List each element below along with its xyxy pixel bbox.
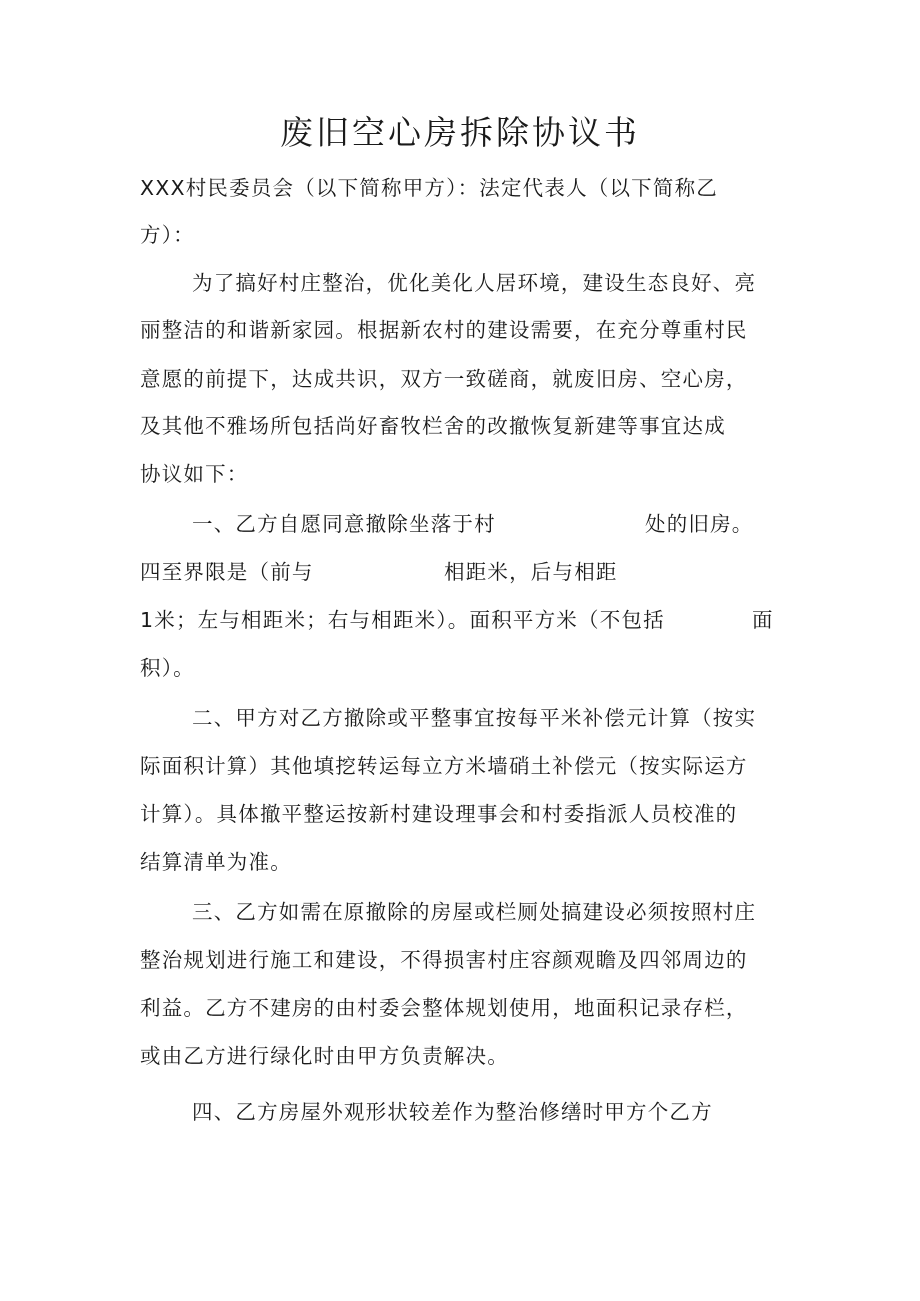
text-line-8b: 处的旧房。 — [645, 512, 754, 536]
text-line-10a: 1米；左与相距米；右与相距米）。面积平方米（不包括 — [140, 608, 665, 632]
text-line-11: 积）。 — [140, 656, 195, 680]
text-line-17: 整治规划进行施工和建设，不得损害村庄容颜观瞻及四邻周边的 — [140, 948, 748, 972]
text-line-18: 利益。乙方不建房的由村委会整体规划使用，地面积记录存栏， — [140, 996, 748, 1020]
text-line-8a: 一、乙方自愿同意撤除坐落于村 — [192, 512, 496, 536]
text-line-10b: 面 — [752, 608, 774, 632]
text-line-9a: 四至界限是（前与 — [140, 560, 314, 584]
document-title: 废旧空心房拆除协议书 — [280, 113, 640, 152]
text-line-4: 丽整洁的和谐新家园。根据新农村的建设需要，在充分尊重村民 — [140, 318, 748, 342]
text-line-16: 三、乙方如需在原撤除的房屋或栏厕处搞建设必须按照村庄 — [192, 900, 757, 924]
text-line-19: 或由乙方进行绿化时由甲方负责解决。 — [140, 1044, 509, 1068]
text-line-15: 结算清单为准。 — [140, 850, 292, 874]
text-line-3: 为了搞好村庄整治，优化美化人居环境，建设生态良好、亮 — [192, 271, 757, 295]
text-line-1: XXX村民委员会（以下简称甲方）：法定代表人（以下简称乙 — [140, 176, 718, 200]
text-line-14: 计算）。具体撤平整运按新村建设理事会和村委指派人员校准的 — [140, 802, 738, 826]
text-line-7: 协议如下： — [140, 462, 249, 486]
text-line-13: 际面积计算）其他填挖转运每立方米墙硝土补偿元（按实际运方 — [140, 754, 748, 778]
text-line-6: 及其他不雅场所包括尚好畜牧栏舍的改撤恢复新建等事宜达成 — [140, 414, 726, 438]
text-line-20: 四、乙方房屋外观形状较差作为整治修缮时甲方个乙方 — [192, 1100, 713, 1124]
text-line-9b: 相距米，后与相距 — [444, 560, 618, 584]
text-line-2: 方）： — [140, 223, 195, 247]
text-line-12: 二、甲方对乙方撤除或平整事宜按每平米补偿元计算（按实 — [192, 706, 757, 730]
text-line-5: 意愿的前提下，达成共识，双方一致磋商，就废旧房、空心房， — [140, 367, 748, 391]
